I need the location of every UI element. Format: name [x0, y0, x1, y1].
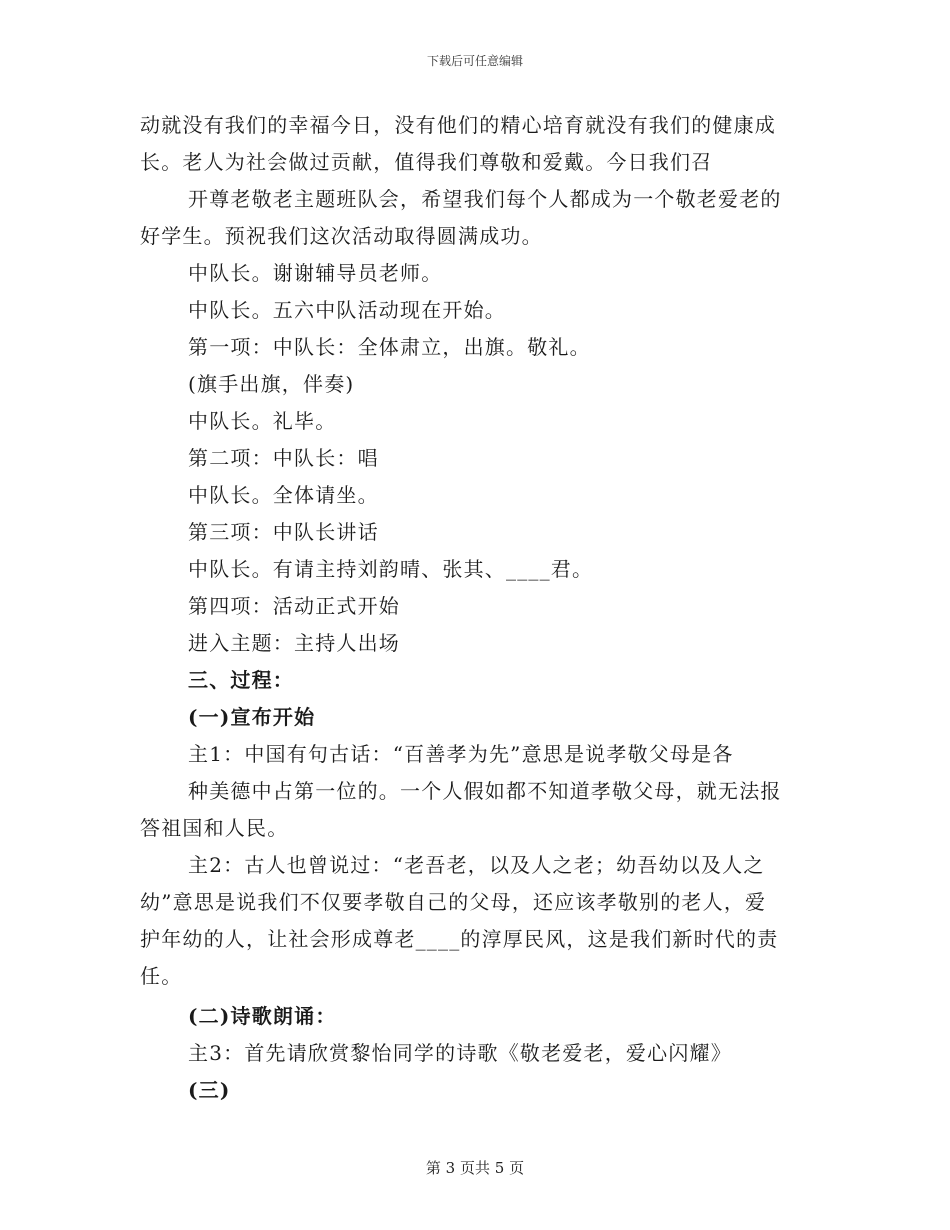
subsection-heading: (一)宣布开始 [188, 705, 316, 729]
paragraph-line: 中队长。全体请坐。 [188, 483, 379, 507]
paragraph-line: (旗手出旗，伴奏) [188, 372, 355, 396]
paragraph-line: 种美德中占第一位的。一个人假如都不知道孝敬父母，就无法报 [188, 779, 782, 803]
document-body [140, 107, 800, 1109]
paragraph-line: 进入主题：主持人出场 [188, 631, 400, 655]
paragraph-line: 主2：古人也曾说过：“老吾老，以及人之老；幼吾幼以及人之 [188, 853, 765, 877]
paragraph-line: 中队长。谢谢辅导员老师。 [188, 261, 443, 285]
paragraph-line: 答祖国和人民。 [140, 816, 289, 840]
paragraph-line: 好学生。预祝我们这次活动取得圆满成功。 [140, 224, 543, 248]
paragraph-line: 幼”意思是说我们不仅要孝敬自己的父母，还应该孝敬别的老人，爱 [140, 890, 767, 914]
paragraph-line: 中队长。礼毕。 [188, 409, 337, 433]
paragraph-line: 动就没有我们的幸福今日，没有他们的精心培育就没有我们的健康成 [140, 113, 776, 137]
paragraph-line: 中队长。有请主持刘韵晴、张其、____君。 [188, 557, 594, 581]
paragraph-line: 开尊老敬老主题班队会，希望我们每个人都成为一个敬老爱老的 [188, 187, 782, 211]
paragraph-line: 护年幼的人，让社会形成尊老____的淳厚民风，这是我们新时代的责 [140, 927, 779, 951]
subsection-heading: (三) [188, 1078, 231, 1102]
paragraph-line: 主3：首先请欣赏黎怡同学的诗歌《敬老爱老，爱心闪耀》 [188, 1041, 732, 1065]
paragraph-line: 主1：中国有句古话：“百善孝为先”意思是说孝敬父母是各 [188, 742, 734, 766]
subsection-heading: (二)诗歌朗诵： [188, 1004, 337, 1028]
page-footer: 第 3 页共 5 页 [425, 1159, 525, 1177]
paragraph-line: 第三项：中队长讲话 [188, 520, 379, 544]
paragraph-line: 第二项：中队长：唱 [188, 446, 379, 470]
paragraph-line: 第一项：中队长：全体肃立，出旗。敬礼。 [188, 335, 591, 359]
paragraph-line: 任。 [140, 964, 183, 988]
paragraph-line: 长。老人为社会做过贡献，值得我们尊敬和爱戴。今日我们召 [140, 150, 713, 174]
section-heading: 三、过程： [188, 668, 294, 692]
page-header: 下载后可任意编辑 [426, 54, 523, 68]
paragraph-line: 第四项：活动正式开始 [188, 594, 400, 618]
paragraph-line: 中队长。五六中队活动现在开始。 [188, 298, 506, 322]
